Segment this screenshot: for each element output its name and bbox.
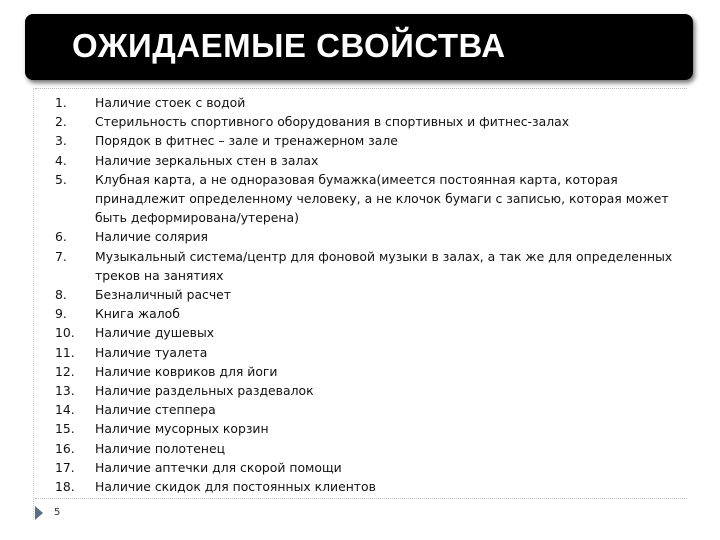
- item-text: Безналичный расчет: [95, 287, 232, 303]
- item-number: 3.: [55, 133, 67, 149]
- list-item: [55, 112, 695, 131]
- item-text: Наличие стоек с водой: [95, 95, 246, 110]
- item-text: Наличие аптечки для скорой помощи: [95, 459, 342, 475]
- item-number: 4.: [55, 152, 67, 168]
- item-number: 8.: [55, 287, 67, 303]
- item-text: Наличие мусорных корзин: [95, 421, 269, 437]
- item-number: 9.: [55, 306, 67, 322]
- item-text: Книга жалоб: [95, 306, 180, 322]
- list-item: [55, 285, 695, 304]
- item-number: 16.: [55, 440, 75, 456]
- slide-title: ОЖИДАЕМЫЕ СВОЙСТВА: [72, 27, 506, 64]
- list-item: [55, 93, 695, 112]
- item-number: 15.: [55, 421, 75, 437]
- item-text: Наличие зеркальных стен в залах: [95, 152, 319, 168]
- page-number: 5: [54, 507, 61, 518]
- list-item: [55, 304, 695, 323]
- list-item: [55, 400, 695, 419]
- item-number: 10.: [55, 325, 75, 341]
- list-item: [55, 419, 695, 438]
- item-number: 12.: [55, 363, 75, 379]
- item-text: Клубная карта, а не одноразовая бумажка(имеется постоянная карта, которая принадлежит определенному человеку, а не клочок бумаги с записью, которая может быть деформирована/утерена): [95, 171, 669, 226]
- item-text: Наличие туалета: [95, 344, 208, 360]
- divider-top: [35, 88, 687, 89]
- list-item: [55, 381, 695, 400]
- list-item: [55, 247, 695, 285]
- list-item: [55, 151, 695, 170]
- list-item: [55, 439, 695, 458]
- item-text: Наличие скидок для постоянных клиентов: [95, 479, 376, 495]
- item-number: 11.: [55, 344, 75, 360]
- divider-bottom: [35, 498, 687, 499]
- list-item: [55, 131, 695, 150]
- properties-list: [55, 93, 695, 496]
- item-text: Наличие ковриков для йоги: [95, 363, 278, 379]
- item-text: Наличие степпера: [95, 402, 216, 418]
- list-item: [55, 323, 695, 342]
- item-number: 1.: [55, 95, 67, 110]
- item-number: 17.: [55, 459, 75, 475]
- item-number: 6.: [55, 229, 67, 245]
- item-number: 7.: [55, 248, 67, 264]
- item-text: Музыкальный система/центр для фоновой музыки в залах, а так же для определенных треков на занятиях: [95, 248, 673, 283]
- list-item: [55, 227, 695, 246]
- list-item: [55, 343, 695, 362]
- arrow-right-icon: [35, 506, 43, 520]
- item-number: 18.: [55, 479, 75, 495]
- divider-left: [33, 88, 34, 520]
- item-text: Наличие душевых: [95, 325, 215, 341]
- item-number: 5.: [55, 171, 67, 187]
- list-item: [55, 170, 695, 228]
- item-text: Наличие солярия: [95, 229, 208, 245]
- list-item: [55, 362, 695, 381]
- item-text: Наличие полотенец: [95, 440, 225, 456]
- item-text: Стерильность спортивного оборудования в спортивных и фитнес-залах: [95, 114, 570, 130]
- item-text: Наличие раздельных раздевалок: [95, 383, 314, 399]
- item-number: 2.: [55, 114, 67, 130]
- list-item: [55, 458, 695, 477]
- item-number: 14.: [55, 402, 75, 418]
- item-text: Порядок в фитнес – зале и тренажерном зале: [95, 133, 398, 149]
- item-number: 13.: [55, 383, 75, 399]
- list-item: [55, 477, 695, 496]
